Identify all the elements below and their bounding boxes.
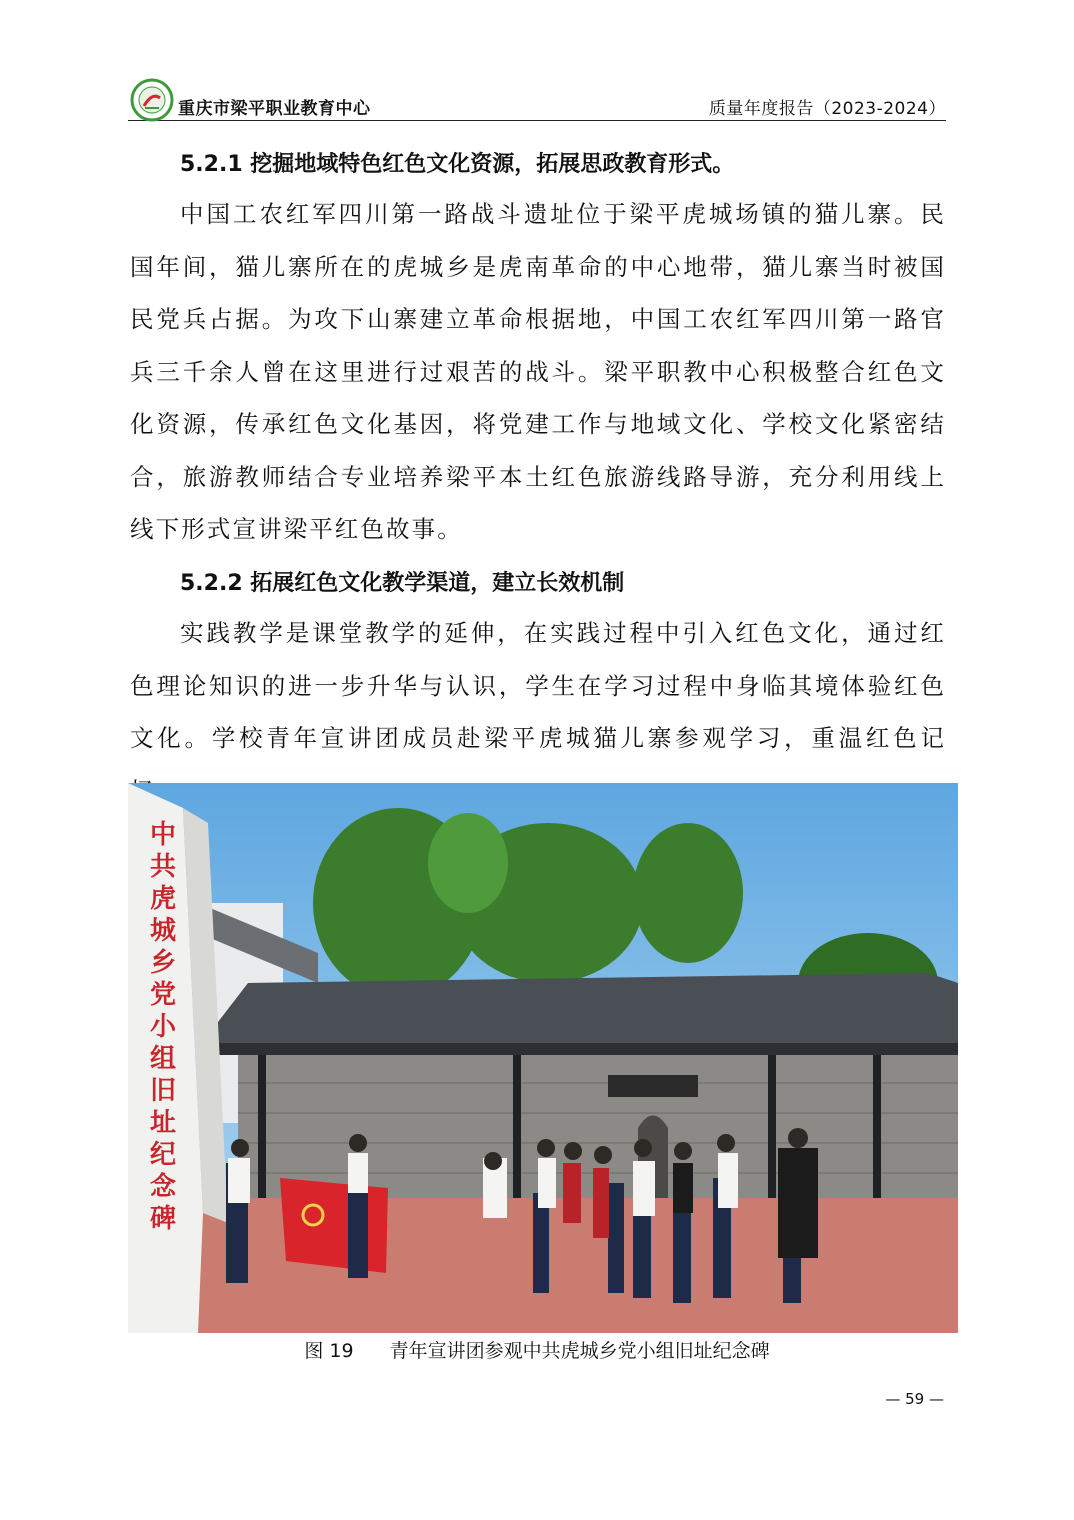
figure-caption-number: 图 19 [304, 1340, 354, 1362]
section-paragraph-5-2-2: 实践教学是课堂教学的延伸，在实践过程中引入红色文化，通过红色理论知识的进一步升华与认识，学生在学习过程中身临其境体验红色文化。学校青年宣讲团成员赴梁平虎城猫儿寨参观学习，重温红色记 [130, 619, 946, 752]
figure-photo [128, 783, 958, 1333]
section-heading-5-2-2: 5.2.2 拓展红色文化教学渠道，建立长效机制 [180, 571, 625, 596]
page-header [128, 74, 946, 121]
school-logo-icon [130, 78, 174, 122]
photo-illustration [128, 783, 958, 1333]
section-heading-5-2-1: 5.2.1 挖掘地域特色红色文化资源，拓展思政教育形式。 [180, 152, 735, 177]
plaque [608, 1075, 698, 1097]
figure-caption-text: 青年宣讲团参观中共虎城乡党小组旧址纪念碑 [389, 1340, 770, 1362]
figure-caption [0, 1336, 1074, 1363]
party-flag [280, 1178, 388, 1273]
report-title: 质量年度报告（2023-2024） [708, 99, 946, 119]
section-paragraph-5-2-1: 中国工农红军四川第一路战斗遗址位于梁平虎城场镇的猫儿寨。民国年间，猫儿寨所在的虎城乡是虎南革命的中心地带，猫儿寨当时被国民党兵占据。为攻下山寨建立革命根据地，中国工农红军四川第一路官兵三千余人曾在这里进行过艰苦的战斗。梁平职教中心积极整合红色文化资源，传承红色文化基因，将党建工作与地域文化、学校文化紧密结合，旅游教师结合专业培养梁平本土红色旅游线路导游，充分利用线上线下形式宣讲梁平红色故事。 [130, 200, 946, 543]
monument-inscription: 中共虎城乡党小组旧址纪念碑 [150, 820, 177, 1234]
roof [198, 973, 958, 1048]
school-name: 重庆市梁平职业教育中心 [178, 99, 371, 119]
page-number: — 59 — [885, 1390, 944, 1408]
